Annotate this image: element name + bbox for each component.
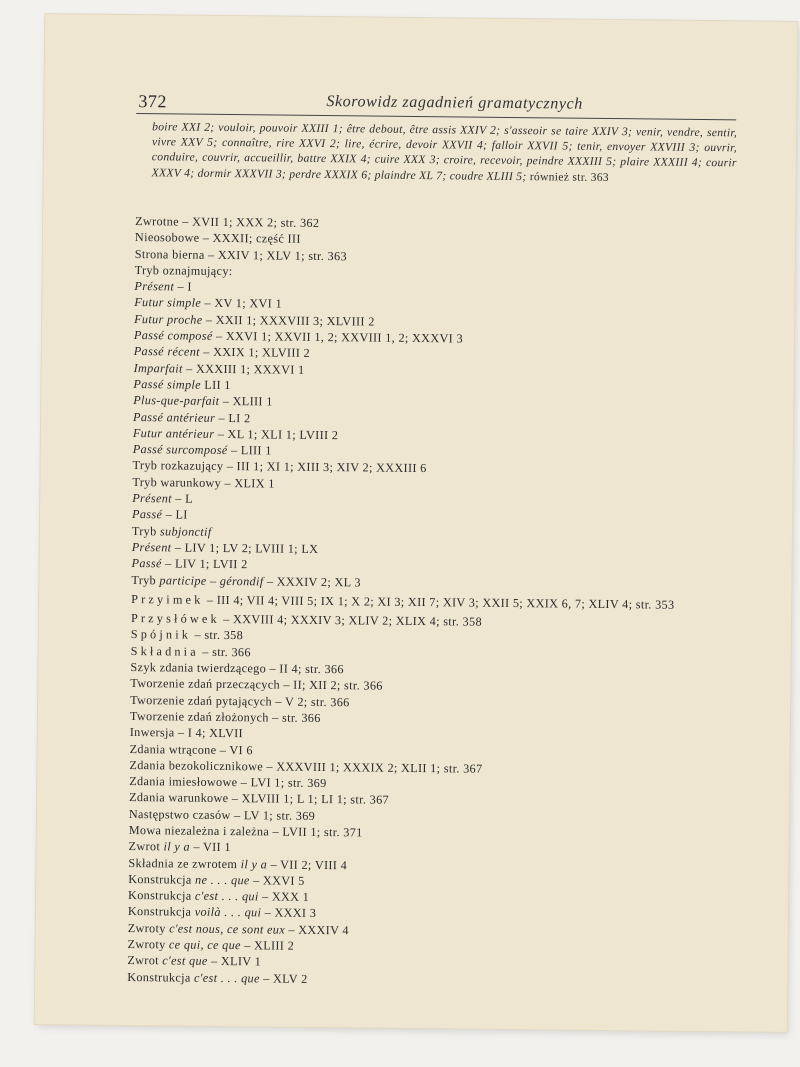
entry-text: Nieosobowe – XXXII; część III [134,230,301,247]
index-entry-przyimek [131,591,736,614]
page-header [136,77,736,120]
entry-refs: – XLIII 2 [240,938,295,953]
entry-text: Strona bierna – XXIV 1; XLV 1; str. 363 [134,246,348,263]
entry-refs: – VII 2; VIII 4 [267,857,348,872]
entry-italic: Futur simple [134,295,202,311]
entry-spaced-head: Przysłówek [130,611,220,627]
entry-text: Tworzenie zdań pytających – V 2; str. 366 [130,692,350,709]
entry-text: – III 4; VII 4; VIII 5; IX 1; X 2; XI 3; XII 7; XIV 3; XXII 5; XXIX 6, 7; XLIV 4; str. 353 [203,592,675,612]
entry-refs: – LIV 1; LV 2; LVIII 1; LX [171,540,319,556]
entry-italic: Imparfait [133,360,183,376]
entry-text: Zwroty [127,920,170,936]
entry-refs: – LIII 1 [227,443,272,458]
entry-head: Przyimek [131,591,204,607]
entry-italic: Présent [132,491,173,506]
entry-italic: Plus-que-parfait [133,393,220,409]
entry-text: Zdania bezokolicznikowe – XXXVIII 1; XXXIX 2; XLII 1; str. 367 [129,757,483,776]
entry-italic: Présent [134,279,175,294]
entry-text: Szyk zdania twierdzącego – II 4; str. 366 [130,660,344,677]
entry-text: Tworzenie zdań złożonych – str. 366 [129,708,321,725]
entry-refs: – LI 2 [215,410,251,425]
running-title: Skorowidz zagadnień gramatycznych [326,93,583,113]
entry-italic: il y a [163,839,191,854]
entry-refs: – XLIV 1 [207,954,262,969]
entry-text: Tryb warunkowy – XLIX 1 [132,474,275,491]
entries-group-1 [131,213,740,594]
entry-refs: – XL 1; XLI 1; LVIII 2 [214,426,339,443]
entry-spaced-head: Spójnik [130,627,192,643]
entry-text: Zwrotne – XVII 1; XXX 2; str. 362 [135,214,320,230]
entry-italic: participe – gérondif [159,572,264,588]
entry-text: Następstwo czasów – LV 1; str. 369 [128,806,316,823]
entry-text: Zwrot [127,953,163,968]
entry-text: Tryb rozkazujący – III 1; XI 1; XIII 3; XIV 2; XXXIII 6 [132,458,427,476]
entry-refs: – LI [162,507,188,522]
entry-spaced-head: Składnia [130,643,199,659]
entry-text: Tryb [131,572,160,587]
continuation-paragraph [152,119,738,186]
entry-text: Konstrukcja [127,969,195,985]
entries-group-2 [127,610,736,991]
entry-italic: c'est nous, ce sont eux [169,921,286,937]
entry-italic: Passé surcomposé [132,442,228,458]
entry-text: Zwrot [128,839,164,854]
index-entries [127,213,740,991]
entry-text: Tryb [131,523,161,538]
entry-text: Zdania wtrącone – VI 6 [129,741,253,757]
entry-refs: – XXIX 1; XLVIII 2 [199,345,311,361]
entry-refs: – XXXIV 4 [284,922,349,938]
continuation-tail: również str. 363 [526,169,610,184]
entry-italic: c'est . . . que [193,970,260,986]
entry-italic: Passé antérieur [133,409,216,425]
entry-italic: il y a [240,856,268,872]
entry-refs: – L [171,491,194,506]
entry-text: Tryb oznajmujący: [134,262,233,278]
entry-italic: ne . . . que [195,872,250,888]
entry-text: Mowa niezależna i zależna – LVII 1; str. 371 [128,822,363,840]
entry-italic: Passé récent [133,344,200,360]
entry-text: Konstrukcja [127,904,195,920]
entry-text: Tworzenie zdań przeczących – II; XII 2; str. 366 [130,676,383,693]
entry-refs: – I [174,279,192,294]
entry-italic: ce qui, ce que [168,937,241,953]
book-page [35,14,798,1032]
entry-refs: – XXXI 3 [261,905,317,921]
page-number: 372 [138,91,168,112]
entry-italic: Passé composé [133,328,213,343]
entry-refs: – str. 358 [191,628,244,643]
entry-text: Zdania warunkowe – XLVIII 1; L 1; LI 1; str. 367 [129,790,390,808]
entry-text: Zwroty [127,937,170,952]
entry-italic: Passé simple [133,377,202,392]
entry-refs: – XXVIII 4; XXXIV 3; XLIV 2; XLIX 4; str. 358 [219,612,483,629]
entry-refs: – str. 366 [198,644,251,659]
entry-refs: – XXII 1; XXXVIII 3; XLVIII 2 [202,312,375,329]
entry-text: Składnia ze zwrotem [128,855,241,871]
entry-refs: – XLIII 1 [219,394,273,409]
entry-refs: – LIV 1; LVII 2 [161,556,248,572]
entry-text: Konstrukcja [128,871,196,887]
entry-refs: – XXVI 1; XXVII 1, 2; XXVIII 1, 2; XXXVI 3 [212,328,464,346]
entry-refs: LII 1 [200,377,231,393]
entry-refs: – XXX 1 [258,889,310,905]
entry-text: Zdania imiesłowowe – LVI 1; str. 369 [129,774,327,791]
entry-refs: – XV 1; XVI 1 [201,296,283,312]
entry-refs: – XXXIV 2; XL 3 [263,573,361,589]
entry-italic: voilà . . . qui [194,905,262,920]
entry-italic: c'est que [162,953,208,969]
entry-refs: – VII 1 [189,839,231,855]
entry-text: Inwersja – I 4; XLVII [129,725,244,741]
entry-text: Konstrukcja [128,888,195,903]
entry-italic: Passé [131,556,162,571]
entry-refs: – XXVI 5 [249,873,305,888]
entry-italic: Passé [132,507,163,522]
entry-italic: Futur proche [134,311,203,327]
entry-refs: – XXXIII 1; XXXVI 1 [182,361,305,377]
entry-italic: subjonctif [159,523,212,539]
continuation-text: boire XXI 2; vouloir, pouvoir XXIII 1; être debout, être assis XXIV 2; s'asseoir se taire XXIV 3; venir, vendre, sentir, vivre XXV 5; connaître, rire XXVI 2; lire, écrire, devoir XXVII 4; falloir XXVII 5; tenir, envoyer XXVIII 3; ouvrir, conduire, couvrir, accueillir, battre XXIX 4; cuire XXX 3; croire, recevoir, peindre XXXIII 5; plaire XXXIII 4; courir XXXV 4; dormir XXXVII 3; perdre XXXIX 6; plaindre XL 7; coudre XLIII 5; [151,120,738,183]
entry-italic: Futur antérieur [132,425,215,441]
entry-italic: c'est . . . qui [194,888,259,904]
entry-italic: Présent [131,539,172,555]
entry-refs: – XLV 2 [259,971,308,986]
